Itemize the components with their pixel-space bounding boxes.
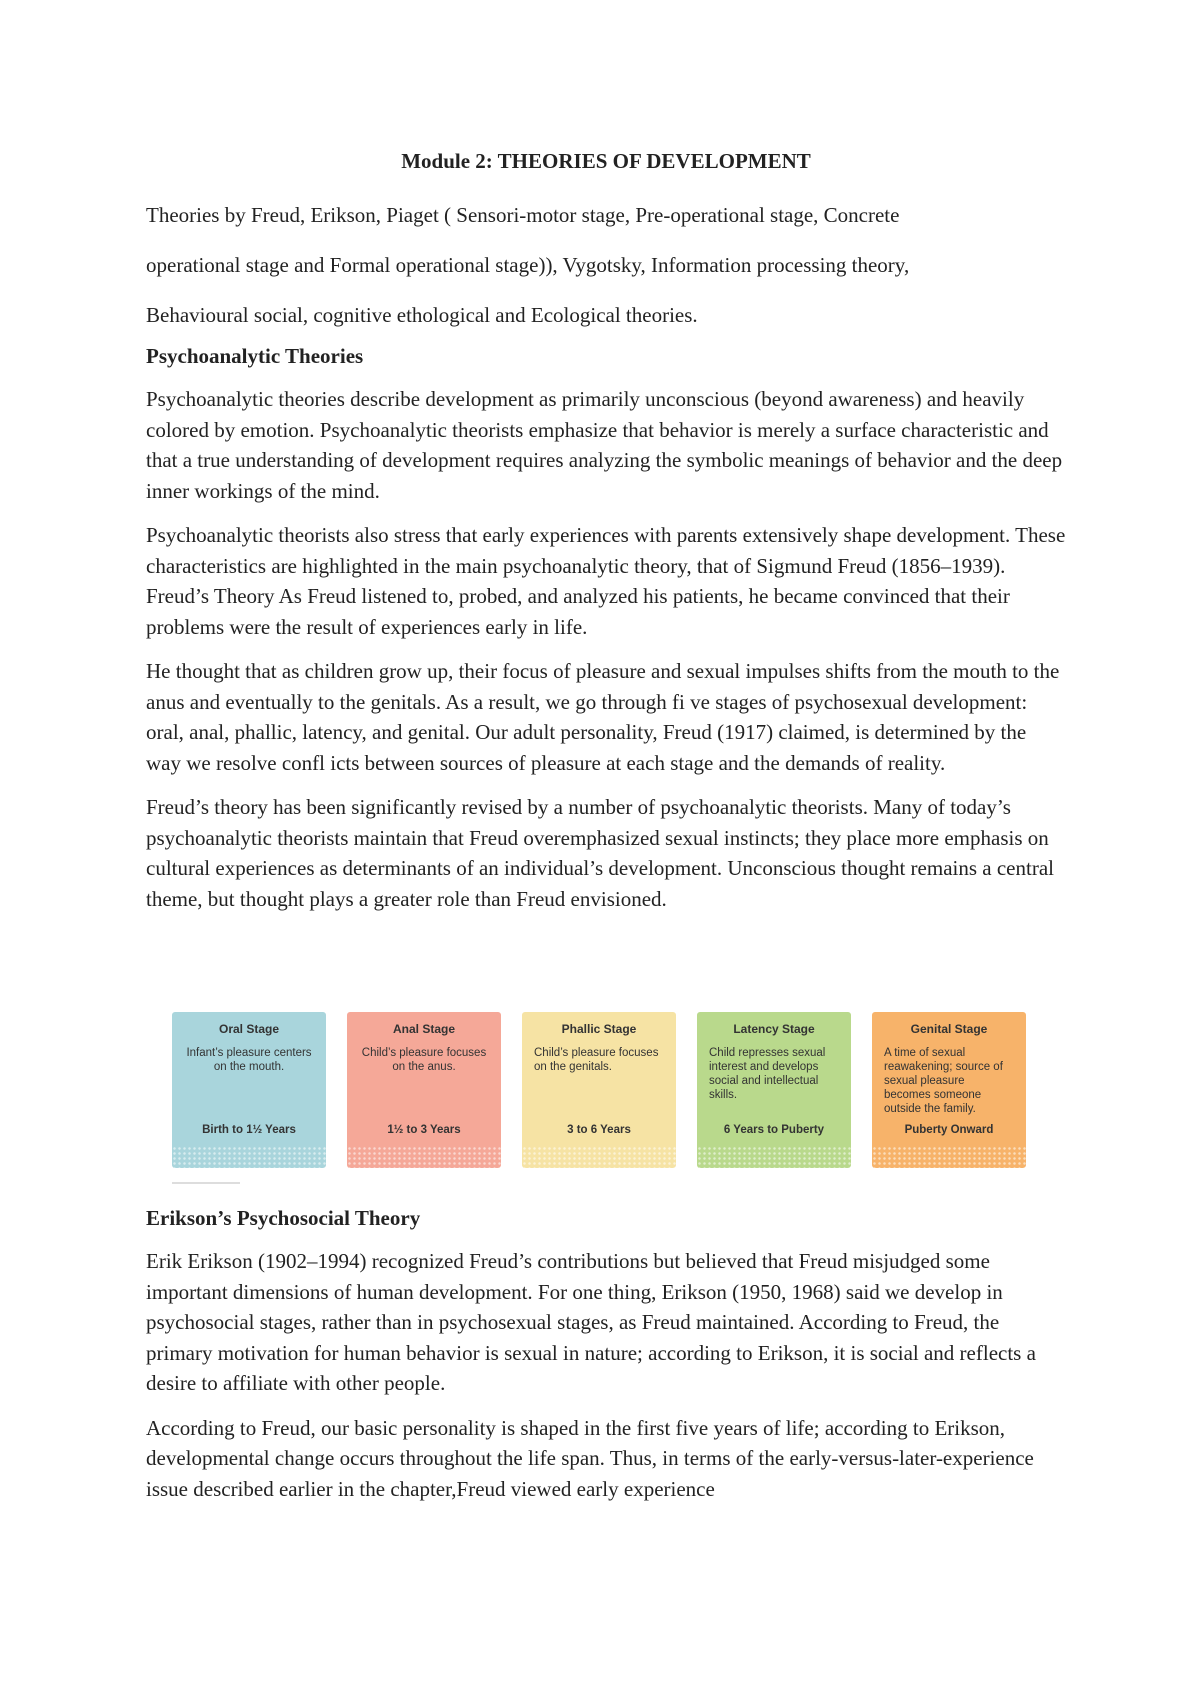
paragraph: Psychoanalytic theories describe development as primarily unconscious (beyond awareness) and heavily colored by emotion. Psychoanalytic theorists emphasize that behavior is merely a surface characteristic and that a true understanding of development requires analyzing the symbolic meanings of behavior and the deep inner workings of the mind. bbox=[146, 387, 1063, 503]
stage-description: A time of sexual reawakening; source of sexual pleasure becomes someone outside the family. bbox=[884, 1047, 1003, 1115]
freud-stages-figure bbox=[172, 1012, 1032, 1222]
stage-name: Anal Stage bbox=[392, 1022, 455, 1036]
intro-block bbox=[146, 192, 1066, 338]
stage-card-oral bbox=[172, 1012, 326, 1168]
paragraph: Psychoanalytic theorists also stress that early experiences with parents extensively shape development. These characteristics are highlighted in the main psychoanalytic theory, that of Sigmund Freud (1856–1939). Freud’s Theory As Freud listened to, probed, and analyzed his patients, he became convinced that their problems were the result of experiences early in life. bbox=[146, 523, 1066, 639]
paragraph: According to Freud, our basic personality is shaped in the first five years of life; according to Erikson, developmental change occurs throughout the life span. Thus, in terms of the early-versus-later-experience issue described earlier in the chapter,Freud viewed early experience bbox=[146, 1415, 1034, 1501]
stage-age: Puberty Onward bbox=[904, 1124, 994, 1136]
stage-description: Child’s pleasure focuses on the anus. bbox=[361, 1047, 487, 1073]
stage-age: 1½ to 3 Years bbox=[387, 1124, 461, 1136]
figure-caption-faded bbox=[172, 1182, 240, 1184]
paragraph: He thought that as children grow up, their focus of pleasure and sexual impulses shifts from the mouth to the anus and eventually to the genitals. As a result, we go through fi ve stages of psychosexual development: oral, anal, phallic, latency, and genital. Our adult personality, Freud (1917) claimed, is determined by the way we resolve confl icts between sources of pleasure at each stage and the demands of reality. bbox=[146, 659, 1060, 775]
erikson-section bbox=[146, 1204, 1066, 1504]
paragraph: Erik Erikson (1902–1994) recognized Freud’s contributions but believed that Freud misjudged some important dimensions of human development. For one thing, Erikson (1950, 1968) said we develop in psychosocial stages, rather than in psychosexual stages, as Freud maintained. According to Freud, the primary motivation for human behavior is sexual in nature; according to Erikson, it is social and reflects a desire to affiliate with other people. bbox=[146, 1249, 1036, 1395]
stage-card-anal bbox=[347, 1012, 501, 1168]
paragraph: Freud’s theory has been significantly revised by a number of psychoanalytic theorists. Many of today’s psychoanalytic theorists maintain that Freud overemphasized sexual instincts; they place more emphasis on cultural experiences as determinants of an individual’s development. Unconscious thought remains a central theme, but thought plays a greater role than Freud envisioned. bbox=[146, 795, 1054, 911]
section-heading-erikson: Erikson’s Psychosocial Theory bbox=[146, 1206, 421, 1230]
document-page bbox=[146, 148, 1066, 1518]
stage-age: 3 to 6 Years bbox=[567, 1124, 631, 1136]
page-title: Module 2: THEORIES OF DEVELOPMENT bbox=[401, 149, 811, 173]
stage-card-phallic bbox=[522, 1012, 676, 1168]
stage-description: Infant’s pleasure centers on the mouth. bbox=[186, 1047, 312, 1073]
stage-description: Child represses sexual interest and develops social and intellectual skills. bbox=[709, 1047, 826, 1101]
intro-line: Theories by Freud, Erikson, Piaget ( Sensori-motor stage, Pre-operational stage, Concrete bbox=[146, 203, 900, 227]
stage-card-genital bbox=[872, 1012, 1026, 1168]
stage-name: Genital Stage bbox=[910, 1022, 988, 1036]
intro-line: Behavioural social, cognitive ethological and Ecological theories. bbox=[146, 303, 698, 327]
stage-name: Latency Stage bbox=[733, 1022, 815, 1036]
stage-name: Phallic Stage bbox=[561, 1022, 637, 1036]
stage-card-latency bbox=[697, 1012, 851, 1168]
section-heading-psychoanalytic: Psychoanalytic Theories bbox=[146, 344, 364, 368]
stage-age: 6 Years to Puberty bbox=[723, 1124, 825, 1136]
stage-age: Birth to 1½ Years bbox=[202, 1124, 296, 1136]
stage-name: Oral Stage bbox=[218, 1022, 280, 1036]
stage-description: Child’s pleasure focuses on the genitals. bbox=[534, 1047, 659, 1073]
intro-line: operational stage and Formal operational stage)), Vygotsky, Information processing theory, bbox=[146, 253, 910, 277]
